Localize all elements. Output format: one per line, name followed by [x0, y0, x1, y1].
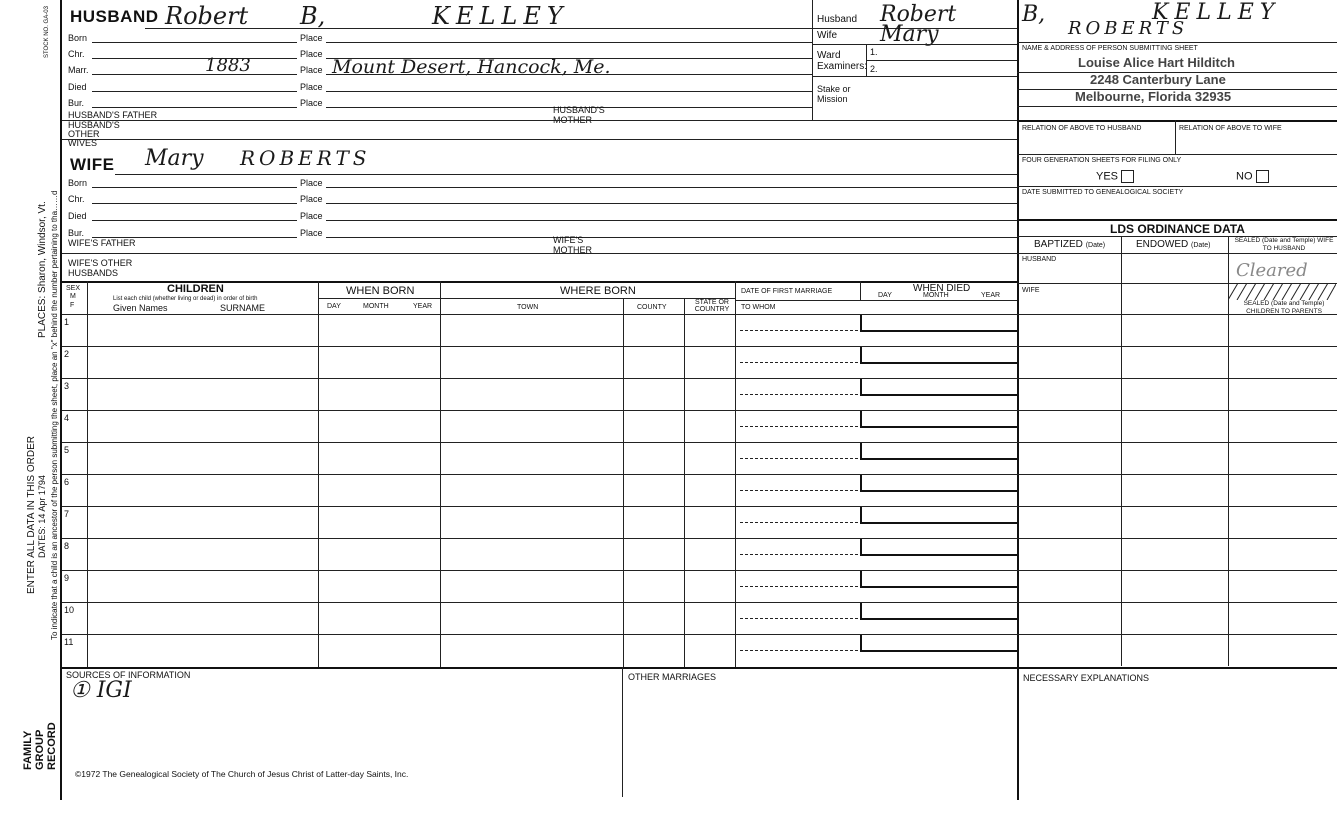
child-number: 6: [64, 477, 70, 487]
marriage-dash-line: [740, 362, 858, 363]
wife-surname: ROBERTS: [240, 146, 371, 170]
children-note: List each child (whether living or dead) in order of birth: [113, 296, 258, 302]
row-divider: [62, 506, 1337, 507]
child-number: 4: [64, 413, 70, 423]
marriage-dash-line: [740, 618, 858, 619]
when-born-subline: [318, 298, 440, 299]
lds-cleared: Cleared: [1236, 260, 1308, 281]
when-died-box[interactable]: [860, 603, 1017, 620]
wife-heading: WIFE: [70, 155, 115, 174]
husband-chr-line: [92, 58, 297, 59]
child-number: 3: [64, 381, 70, 391]
husband-marr-line: [92, 74, 297, 75]
wife-bur-place-label: Place: [300, 228, 323, 238]
no-box[interactable]: [1256, 170, 1269, 183]
wife-died-label: Died: [68, 211, 87, 221]
husband-died-line: [92, 91, 297, 92]
marriage-dash-line: [740, 330, 858, 331]
row-divider: [62, 474, 1337, 475]
husband-died-label: Died: [68, 82, 87, 92]
row-divider: [62, 570, 1337, 571]
wife-died-place-label: Place: [300, 211, 323, 221]
marriage-dash-line: [740, 554, 858, 555]
other-marriages-divider: [622, 667, 623, 797]
ward-wife-value: Mary: [880, 22, 939, 47]
wife-died-place-line: [326, 220, 1017, 221]
child-number: 8: [64, 541, 70, 551]
husband-surname: KELLEY: [432, 2, 569, 30]
submitter-street: 2248 Canterbury Lane: [1090, 72, 1226, 87]
submitter-label: NAME & ADDRESS OF PERSON SUBMITTING SHEET: [1022, 45, 1198, 52]
when-died-header: WHEN DIED: [913, 283, 971, 294]
yes-label: YES: [1096, 170, 1119, 183]
state-col-left: [684, 298, 685, 667]
footer-top-line: [62, 667, 1337, 669]
when-died-box[interactable]: [860, 475, 1017, 492]
relation-wife-label: RELATION OF ABOVE TO WIFE: [1179, 125, 1282, 132]
died-month-header: MONTH: [923, 292, 949, 299]
child-number: 1: [64, 317, 70, 327]
wife-father-label: WIFE'S FATHER: [68, 238, 136, 248]
wife-bur-place-line: [326, 237, 1017, 238]
lds-top-line: [1017, 219, 1337, 221]
relation-husband-label: RELATION OF ABOVE TO HUSBAND: [1022, 125, 1142, 132]
born-year-header: YEAR: [413, 303, 433, 310]
husband-given-name: Robert: [165, 2, 249, 30]
husband-chr-label: Chr.: [68, 49, 85, 59]
wife-other-husbands-label: WIFE'S OTHER HUSBANDS: [68, 258, 133, 278]
top-right-initial: B,: [1022, 2, 1046, 27]
husband-marr-place-line: [326, 74, 812, 75]
lds-sealed-wife: SEALED (Date and Temple) WIFE TO HUSBAND: [1234, 237, 1334, 252]
where-born-header: WHERE BORN: [560, 285, 636, 297]
county-header: COUNTY: [637, 304, 667, 311]
submitter-line-3: [1017, 106, 1337, 107]
when-died-col-left: [860, 281, 861, 301]
necessary-explanations-label: NECESSARY EXPLANATIONS: [1023, 673, 1150, 683]
relation-divider: [1175, 120, 1176, 154]
row-divider: [62, 410, 1337, 411]
places-note: PLACES: Sharon, Windsor, Vt.: [37, 201, 48, 338]
ward-husband-label: Husband: [817, 14, 858, 25]
wife-name-line: [115, 174, 1017, 175]
when-died-box[interactable]: [860, 443, 1017, 460]
row-divider: [62, 538, 1337, 539]
state-header: STATE OR COUNTRY: [694, 299, 730, 313]
husband-heading: HUSBAND: [70, 7, 159, 26]
wife-given-name: Mary: [145, 146, 204, 171]
when-died-box[interactable]: [860, 539, 1017, 556]
husband-father-line: [62, 120, 1017, 121]
husband-died-place-label: Place: [300, 82, 323, 92]
child-number: 11: [64, 637, 74, 647]
wife-mother-label: WIFE'S MOTHER: [553, 235, 592, 255]
given-names-header: Given Names: [113, 303, 168, 313]
child-number: 7: [64, 509, 70, 519]
sex-label: SEX: [66, 285, 81, 292]
wife-father-line: [62, 253, 1017, 254]
f-label: F: [70, 302, 75, 309]
husband-chr-place-label: Place: [300, 49, 323, 59]
wife-bur-label: Bur.: [68, 228, 85, 238]
marriage-dash-line: [740, 458, 858, 459]
no-label: NO: [1236, 170, 1253, 183]
marriage-dash-line: [740, 394, 858, 395]
four-gen-label: FOUR GENERATION SHEETS FOR FILING ONLY: [1022, 157, 1182, 164]
child-number: 5: [64, 445, 70, 455]
first-marriage-header: DATE OF FIRST MARRIAGE: [741, 288, 833, 295]
child-number: 2: [64, 349, 70, 359]
husband-other-wives-line: [62, 139, 1017, 140]
child-number: 9: [64, 573, 70, 583]
row-divider: [62, 602, 1337, 603]
stock-number: STOCK NO. GA-03: [44, 6, 50, 58]
top-right-wife-surname: ROBERTS: [1068, 18, 1189, 39]
copyright: ©1972 The Genealogical Society of The Church of Jesus Christ of Latter-day Saints, Inc.: [75, 769, 409, 779]
examiner-2: 2.: [870, 64, 878, 74]
m-label: M: [70, 293, 76, 300]
yes-box[interactable]: [1121, 170, 1134, 183]
no-checkbox[interactable]: [1236, 170, 1269, 183]
group-label: GROUP: [34, 729, 46, 770]
examiners-bottom-line: [812, 76, 1017, 77]
row-divider: [62, 378, 1337, 379]
marriage-dash-line: [740, 426, 858, 427]
husband-bur-line: [92, 107, 297, 108]
born-month-header: MONTH: [363, 303, 389, 310]
submitter-top-line: [1017, 42, 1337, 43]
lds-husband-label: HUSBAND: [1022, 256, 1057, 263]
husband-mother-label: HUSBAND'S MOTHER: [553, 105, 605, 125]
other-marriages-label: OTHER MARRIAGES: [628, 672, 717, 682]
lds-wife-label: WIFE: [1022, 287, 1040, 294]
marriage-dash-line: [740, 490, 858, 491]
husband-middle-initial: B,: [300, 2, 326, 30]
marriage-subline: [735, 300, 1017, 301]
husband-born-line: [92, 42, 297, 43]
to-whom-header: TO WHOM: [741, 304, 776, 311]
top-right-husband-surname: KELLEY: [1152, 0, 1281, 25]
children-title: CHILDREN: [167, 283, 224, 295]
marriage-dash-line: [740, 650, 858, 651]
when-died-box[interactable]: [860, 571, 1017, 588]
children-header-bottom: [62, 314, 1337, 315]
yes-checkbox[interactable]: [1096, 170, 1134, 183]
died-day-header: DAY: [878, 292, 892, 299]
ward-wife-label: Wife: [817, 30, 837, 41]
lds-endowed: ENDOWED (Date): [1136, 239, 1211, 250]
when-died-box[interactable]: [860, 635, 1017, 652]
relation-bottom-line: [1017, 154, 1337, 155]
examiner-1: 1.: [870, 47, 878, 57]
husband-marr-date: 1883: [205, 55, 251, 76]
lds-baptized: BAPTIZED (Date): [1034, 239, 1106, 250]
husband-born-place-line: [326, 42, 812, 43]
marriage-dash-line: [740, 522, 858, 523]
dates-note: DATES: 14 Apr 1794: [37, 475, 47, 558]
surname-header: SURNAME: [220, 303, 266, 313]
record-label: RECORD: [46, 722, 58, 770]
indicate-note: To indicate that a child is an ancestor of the person submitting the sheet, place an "x" behind the number pertaining to tha……d: [50, 190, 59, 640]
husband-other-wives-label: HUSBAND'S OTHER WIVES: [68, 120, 120, 148]
wife-born-label: Born: [68, 178, 88, 188]
lds-sealed-children: SEALED (Date and Temple) CHILDREN TO PARENTS: [1243, 300, 1325, 315]
wife-born-place-label: Place: [300, 178, 323, 188]
ward-label: Ward: [817, 50, 841, 61]
wife-born-line: [92, 187, 297, 188]
county-col-left: [623, 298, 624, 667]
when-died-box[interactable]: [860, 507, 1017, 524]
examiners-label: Examiners:: [817, 61, 868, 72]
husband-born-place-label: Place: [300, 33, 323, 43]
husband-died-place-line: [326, 91, 812, 92]
wife-chr-label: Chr.: [68, 194, 85, 204]
when-died-box[interactable]: [860, 347, 1017, 364]
wife-chr-place-line: [326, 203, 1017, 204]
when-born-header: WHEN BORN: [346, 285, 415, 297]
when-died-box[interactable]: [860, 379, 1017, 396]
husband-born-label: Born: [68, 33, 88, 43]
ward-husband-value: Robert: [880, 2, 957, 27]
sources-value: ① IGI: [70, 678, 132, 703]
stake-label: Stake or Mission: [817, 84, 851, 104]
relation-top-line: [1017, 120, 1337, 122]
row-divider: [62, 634, 1337, 635]
row-divider: [62, 346, 1337, 347]
when-died-box[interactable]: [860, 315, 1017, 332]
examiner-mid-line: [866, 60, 1017, 61]
lds-header-line: [1017, 253, 1337, 254]
wife-born-place-line: [326, 187, 1017, 188]
ward-box-left: [812, 0, 813, 120]
when-died-box[interactable]: [860, 411, 1017, 428]
husband-marr-label: Marr.: [68, 65, 89, 75]
four-gen-bottom-line: [1017, 186, 1337, 187]
lds-title: LDS ORDINANCE DATA: [1110, 222, 1245, 236]
husband-marr-place: Mount Desert, Hancock, Me.: [332, 56, 611, 78]
wife-chr-line: [92, 203, 297, 204]
submitter-city: Melbourne, Florida 32935: [1075, 89, 1232, 104]
wife-chr-place-label: Place: [300, 194, 323, 204]
submitter-name: Louise Alice Hart Hilditch: [1078, 55, 1235, 70]
town-header: TOWN: [517, 304, 539, 311]
ward-wife-line: [812, 44, 1017, 45]
husband-bur-label: Bur.: [68, 98, 85, 108]
wife-died-line: [92, 220, 297, 221]
marriage-dash-line: [740, 586, 858, 587]
born-day-header: DAY: [327, 303, 341, 310]
died-year-header: YEAR: [981, 292, 1001, 299]
row-divider: [62, 442, 1337, 443]
husband-marr-place-label: Place: [300, 65, 323, 75]
date-submitted-label: DATE SUBMITTED TO GENEALOGICAL SOCIETY: [1022, 189, 1184, 196]
family-label: FAMILY: [22, 730, 34, 770]
hatched-area: [1228, 283, 1336, 300]
child-number: 10: [64, 605, 75, 615]
sources-label: SOURCES OF INFORMATION: [66, 670, 191, 680]
husband-bur-place-label: Place: [300, 98, 323, 108]
enter-all-note: ENTER ALL DATA IN THIS ORDER: [26, 436, 37, 594]
husband-father-label: HUSBAND'S FATHER: [68, 110, 158, 120]
